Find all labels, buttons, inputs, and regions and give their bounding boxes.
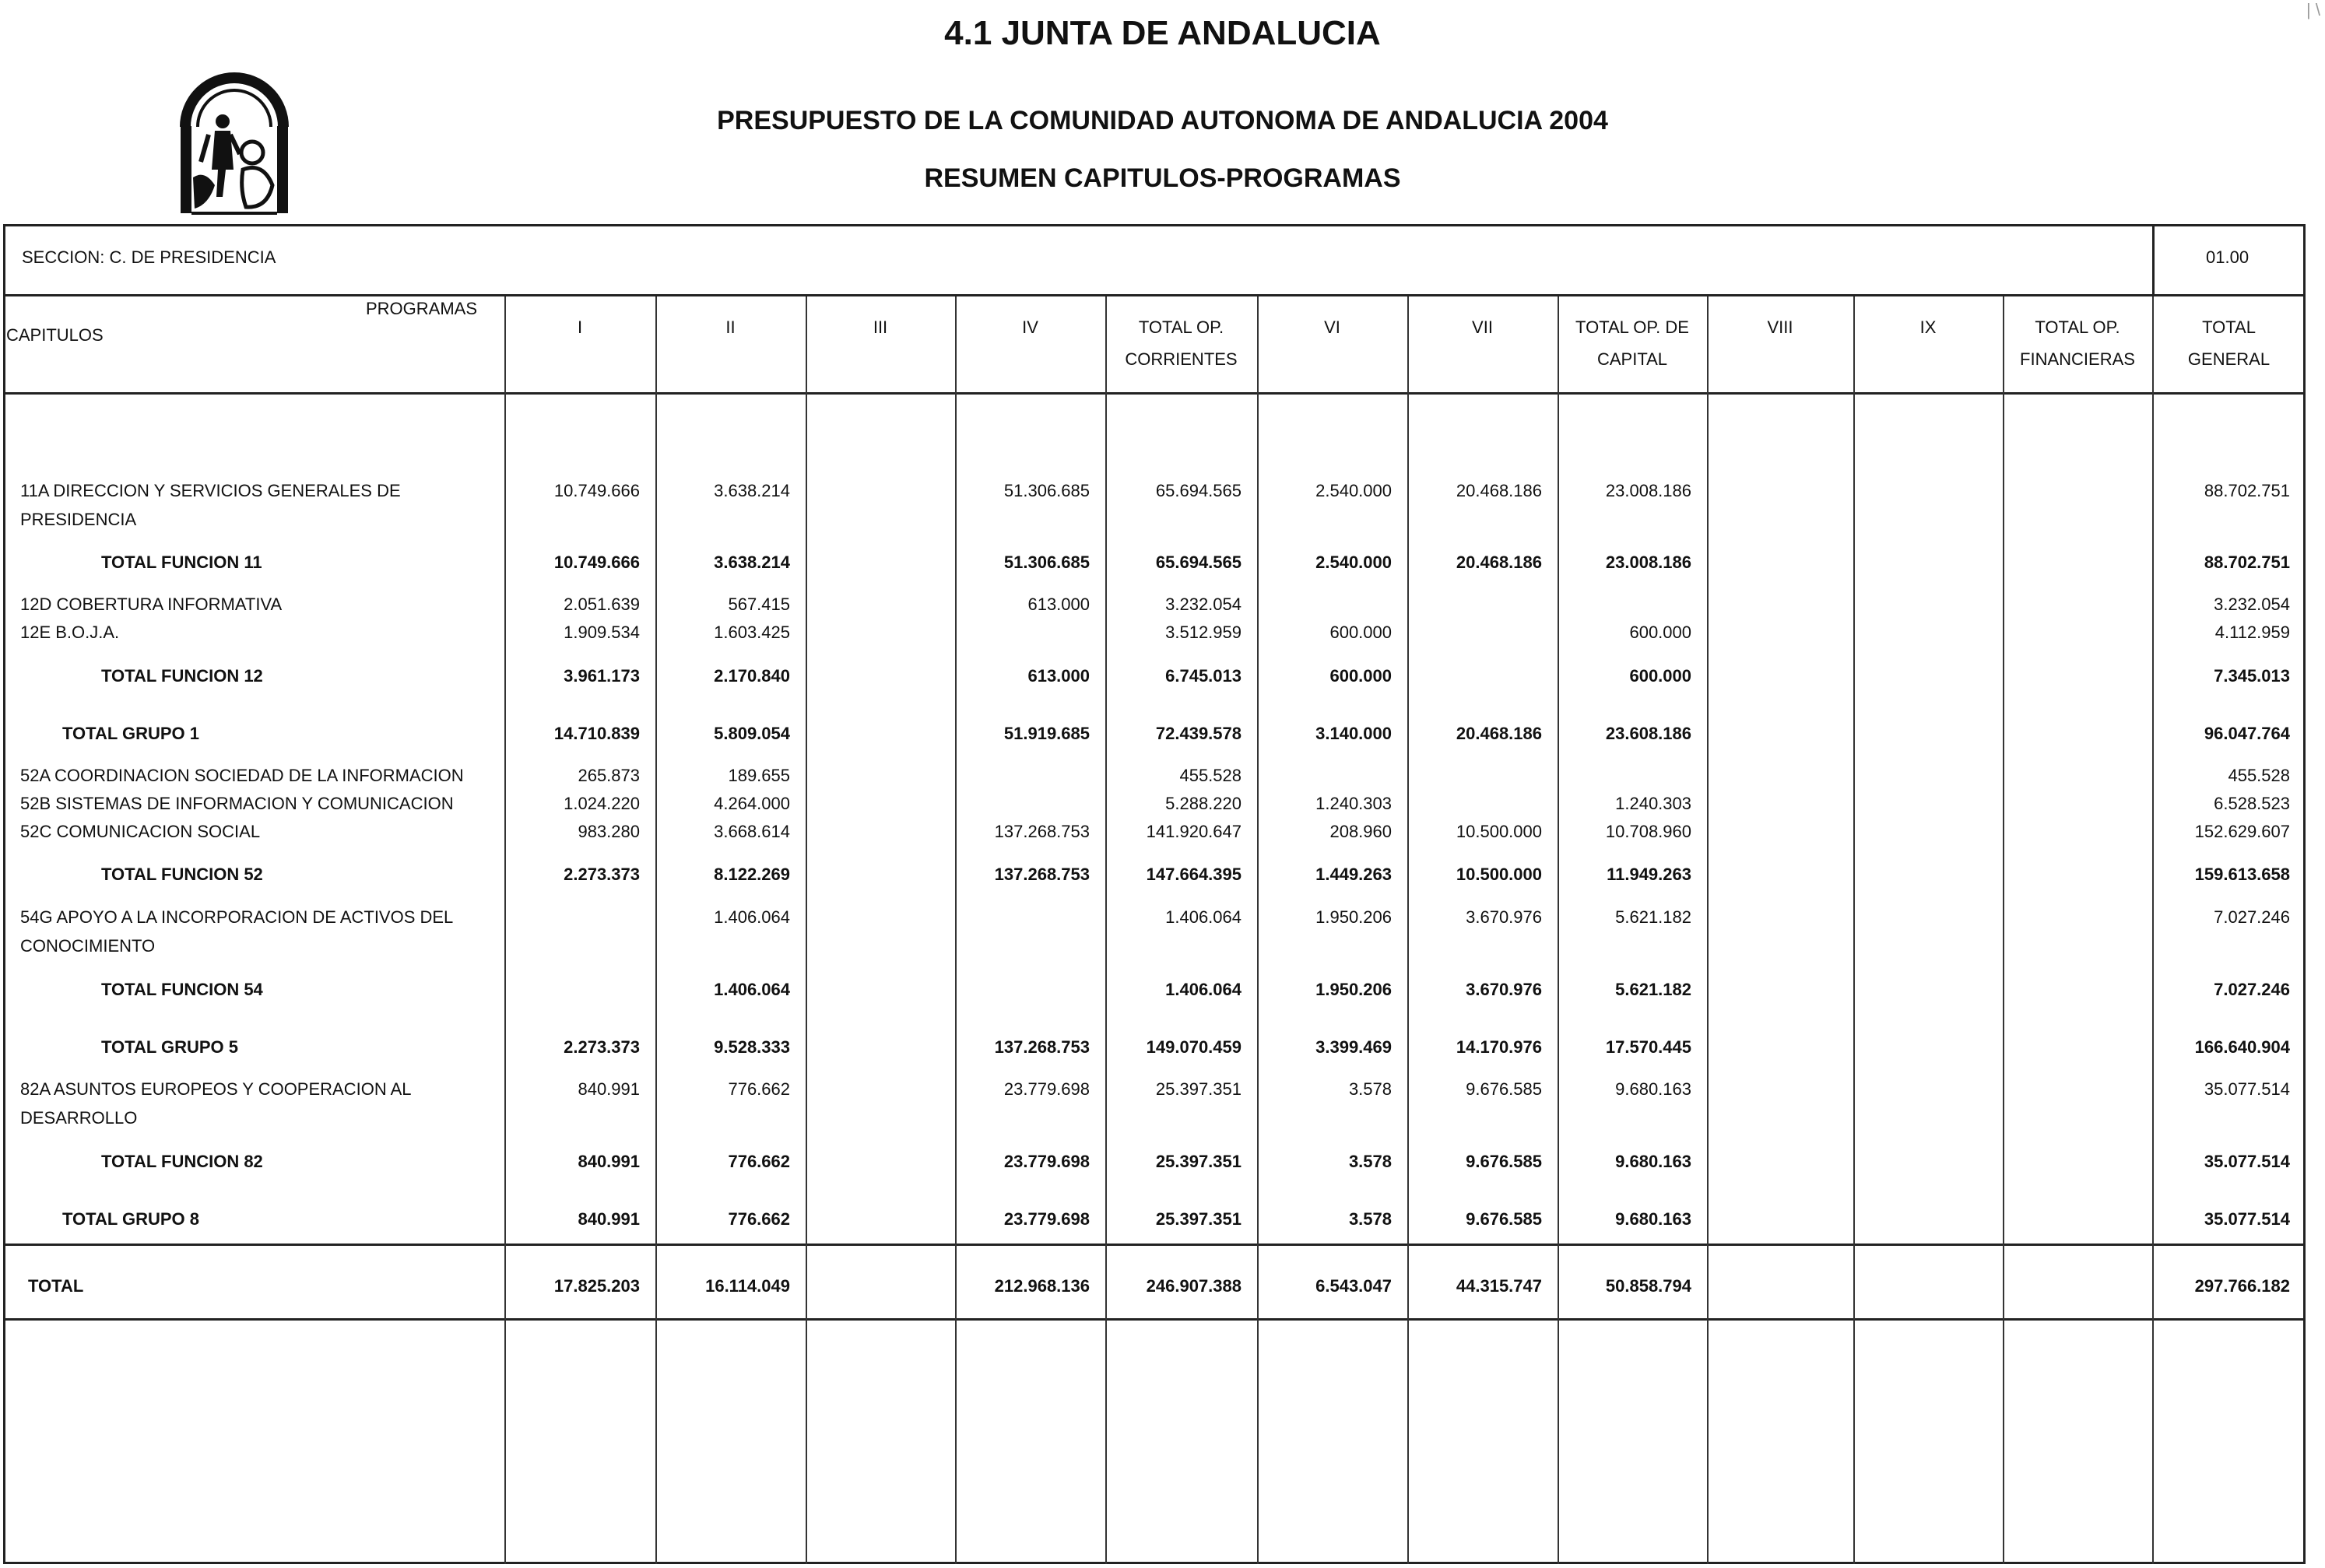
cell-value: 3.668.614 bbox=[714, 822, 790, 841]
row-label bbox=[101, 548, 262, 577]
cell-value: 2.273.373 bbox=[564, 1037, 640, 1057]
cell-value: 23.779.698 bbox=[1003, 1079, 1090, 1099]
cell-value: 166.640.904 bbox=[2194, 1037, 2290, 1057]
row-label-line: 52C COMUNICACION SOCIAL bbox=[20, 822, 261, 841]
cell-value: 3.578 bbox=[1348, 1079, 1392, 1099]
row-label-line: 12E B.O.J.A. bbox=[20, 623, 120, 642]
row-label-line: TOTAL FUNCION 52 bbox=[101, 865, 263, 884]
cell-value: 5.621.182 bbox=[1615, 907, 1691, 927]
cell-value: 8.122.269 bbox=[714, 865, 790, 884]
header-bottom-rule bbox=[3, 392, 2306, 395]
cell-value: 10.708.960 bbox=[1605, 822, 1691, 841]
row-label-line: 52A COORDINACION SOCIEDAD DE LA INFORMACION bbox=[20, 766, 464, 785]
cell-value: 10.500.000 bbox=[1456, 822, 1542, 841]
column-header bbox=[955, 311, 1105, 374]
cell-value: 7.345.013 bbox=[2214, 666, 2290, 686]
row-label-line: DESARROLLO bbox=[20, 1108, 138, 1128]
row-label: TOTAL bbox=[28, 1276, 84, 1296]
cell-value: 72.439.578 bbox=[1155, 724, 1242, 743]
row-label bbox=[20, 476, 401, 534]
column-header-line: IV bbox=[1022, 317, 1038, 337]
cell-value: 840.991 bbox=[578, 1152, 640, 1171]
cell-value: 3.638.214 bbox=[714, 552, 790, 572]
cell-value: 50.858.794 bbox=[1605, 1276, 1691, 1296]
section-label: SECCION: C. DE PRESIDENCIA bbox=[22, 247, 276, 267]
cell-value: 2.540.000 bbox=[1315, 552, 1392, 572]
cell-value: 17.570.445 bbox=[1605, 1037, 1691, 1057]
column-header-line: I bbox=[577, 317, 583, 337]
column-header bbox=[1407, 311, 1558, 374]
cell-value: 1.406.064 bbox=[714, 980, 790, 999]
cell-value: 189.655 bbox=[728, 766, 790, 785]
cell-value: 246.907.388 bbox=[1146, 1276, 1242, 1296]
row-label-line: 82A ASUNTOS EUROPEOS Y COOPERACION AL bbox=[20, 1079, 412, 1099]
row-label bbox=[62, 1205, 199, 1233]
cell-value: 297.766.182 bbox=[2194, 1276, 2290, 1296]
cell-value: 9.680.163 bbox=[1615, 1209, 1691, 1229]
column-header bbox=[1853, 311, 2003, 374]
row-label-line: TOTAL GRUPO 8 bbox=[62, 1209, 200, 1229]
row-label bbox=[20, 1075, 412, 1132]
cell-value: 776.662 bbox=[728, 1209, 790, 1229]
cell-value: 65.694.565 bbox=[1155, 552, 1242, 572]
cell-value: 1.909.534 bbox=[564, 623, 640, 642]
row-label bbox=[101, 661, 263, 690]
column-header bbox=[655, 311, 806, 374]
cell-value: 35.077.514 bbox=[2204, 1209, 2290, 1229]
row-label-line: TOTAL FUNCION 12 bbox=[101, 666, 263, 686]
cell-value: 3.961.173 bbox=[564, 666, 640, 686]
cell-value: 88.702.751 bbox=[2204, 481, 2290, 500]
column-header-line: IX bbox=[1919, 317, 1937, 337]
column-header-line: TOTAL OP. bbox=[2035, 317, 2120, 337]
total-top-rule bbox=[3, 1244, 2306, 1246]
cell-value: 23.608.186 bbox=[1605, 724, 1691, 743]
cell-value: 137.268.753 bbox=[994, 1037, 1090, 1057]
cell-value: 152.629.607 bbox=[2194, 822, 2290, 841]
cell-value: 51.306.685 bbox=[1003, 481, 1090, 500]
cell-value: 1.406.064 bbox=[714, 907, 790, 927]
row-label bbox=[20, 618, 119, 647]
cell-value: 840.991 bbox=[578, 1079, 640, 1099]
column-header bbox=[1257, 311, 1407, 374]
corner-mark: | \ bbox=[2306, 0, 2320, 19]
cell-value: 23.779.698 bbox=[1003, 1152, 1090, 1171]
page-subtitle-2: RESUMEN CAPITULOS-PROGRAMAS bbox=[924, 163, 1401, 193]
column-header-line: TOTAL OP. bbox=[1138, 317, 1224, 337]
cell-value: 1.024.220 bbox=[564, 794, 640, 813]
cell-value: 2.540.000 bbox=[1315, 481, 1392, 500]
row-label bbox=[101, 1147, 263, 1176]
cell-value: 600.000 bbox=[1329, 666, 1392, 686]
cell-value: 613.000 bbox=[1027, 595, 1090, 614]
column-rule bbox=[806, 296, 807, 1564]
total-bottom-rule bbox=[3, 1318, 2306, 1321]
cell-value: 10.749.666 bbox=[553, 552, 640, 572]
section-divider bbox=[2152, 224, 2155, 296]
column-header bbox=[2152, 311, 2306, 374]
row-label-line: 12D COBERTURA INFORMATIVA bbox=[20, 595, 283, 614]
cell-value: 96.047.764 bbox=[2204, 724, 2290, 743]
cell-value: 1.449.263 bbox=[1315, 865, 1392, 884]
cell-value: 567.415 bbox=[728, 595, 790, 614]
row-label-line: TOTAL FUNCION 11 bbox=[101, 552, 262, 572]
cell-value: 6.745.013 bbox=[1165, 666, 1242, 686]
cell-value: 208.960 bbox=[1329, 822, 1392, 841]
row-label-line: TOTAL FUNCION 54 bbox=[101, 980, 263, 999]
cell-value: 265.873 bbox=[578, 766, 640, 785]
cell-value: 3.670.976 bbox=[1466, 980, 1542, 999]
cell-value: 1.950.206 bbox=[1315, 980, 1392, 999]
cell-value: 20.468.186 bbox=[1456, 552, 1542, 572]
cell-value: 14.170.976 bbox=[1456, 1037, 1542, 1057]
cell-value: 212.968.136 bbox=[994, 1276, 1090, 1296]
cell-value: 1.603.425 bbox=[714, 623, 790, 642]
row-label bbox=[20, 903, 453, 960]
row-label-line: 54G APOYO A LA INCORPORACION DE ACTIVOS DEL bbox=[20, 907, 454, 927]
row-label-line: TOTAL GRUPO 5 bbox=[101, 1037, 239, 1057]
cell-value: 10.749.666 bbox=[553, 481, 640, 500]
cell-value: 840.991 bbox=[578, 1209, 640, 1229]
row-label-line: PRESIDENCIA bbox=[20, 510, 137, 529]
cell-value: 44.315.747 bbox=[1456, 1276, 1542, 1296]
column-header-line: VIII bbox=[1767, 317, 1793, 337]
cell-value: 137.268.753 bbox=[994, 865, 1090, 884]
column-header bbox=[1105, 311, 1257, 374]
cell-value: 7.027.246 bbox=[2214, 980, 2290, 999]
cell-value: 9.680.163 bbox=[1615, 1152, 1691, 1171]
cell-value: 6.528.523 bbox=[2214, 794, 2290, 813]
cell-value: 147.664.395 bbox=[1146, 865, 1242, 884]
row-label-line: CONOCIMIENTO bbox=[20, 936, 156, 956]
cell-value: 5.809.054 bbox=[714, 724, 790, 743]
cell-value: 10.500.000 bbox=[1456, 865, 1542, 884]
cell-value: 149.070.459 bbox=[1146, 1037, 1242, 1057]
cell-value: 3.232.054 bbox=[1165, 595, 1242, 614]
cell-value: 35.077.514 bbox=[2204, 1079, 2290, 1099]
capitulos-header: CAPITULOS bbox=[6, 325, 104, 345]
cell-value: 3.140.000 bbox=[1315, 724, 1392, 743]
cell-value: 141.920.647 bbox=[1146, 822, 1242, 841]
cell-value: 600.000 bbox=[1629, 623, 1691, 642]
cell-value: 51.919.685 bbox=[1003, 724, 1090, 743]
cell-value: 51.306.685 bbox=[1003, 552, 1090, 572]
cell-value: 1.950.206 bbox=[1315, 907, 1392, 927]
page-title: 4.1 JUNTA DE ANDALUCIA bbox=[944, 14, 1381, 52]
cell-value: 2.273.373 bbox=[564, 865, 640, 884]
cell-value: 1.406.064 bbox=[1165, 980, 1242, 999]
cell-value: 9.676.585 bbox=[1466, 1209, 1542, 1229]
column-header-line: III bbox=[873, 317, 888, 337]
row-label bbox=[20, 817, 260, 846]
cell-value: 613.000 bbox=[1027, 666, 1090, 686]
cell-value: 3.232.054 bbox=[2214, 595, 2290, 614]
row-label bbox=[62, 719, 199, 748]
column-header bbox=[1707, 311, 1853, 374]
cell-value: 137.268.753 bbox=[994, 822, 1090, 841]
cell-value: 88.702.751 bbox=[2204, 552, 2290, 572]
column-header-line: VI bbox=[1324, 317, 1340, 337]
cell-value: 3.578 bbox=[1348, 1209, 1392, 1229]
cell-value: 455.528 bbox=[2228, 766, 2290, 785]
cell-value: 600.000 bbox=[1629, 666, 1691, 686]
cell-value: 25.397.351 bbox=[1155, 1209, 1242, 1229]
row-label bbox=[20, 789, 454, 818]
cell-value: 9.676.585 bbox=[1466, 1152, 1542, 1171]
cell-value: 65.694.565 bbox=[1155, 481, 1242, 500]
cell-value: 5.621.182 bbox=[1615, 980, 1691, 999]
cell-value: 20.468.186 bbox=[1456, 724, 1542, 743]
junta-andalucia-emblem-icon bbox=[177, 61, 291, 216]
cell-value: 35.077.514 bbox=[2204, 1152, 2290, 1171]
column-rule bbox=[1707, 296, 1709, 1564]
cell-value: 3.638.214 bbox=[714, 481, 790, 500]
row-label bbox=[101, 860, 263, 889]
cell-value: 14.710.839 bbox=[553, 724, 640, 743]
cell-value: 776.662 bbox=[728, 1152, 790, 1171]
section-code: 01.00 bbox=[2206, 247, 2249, 267]
cell-value: 9.528.333 bbox=[714, 1037, 790, 1057]
cell-value: 159.613.658 bbox=[2194, 865, 2290, 884]
cell-value: 983.280 bbox=[578, 822, 640, 841]
cell-value: 16.114.049 bbox=[705, 1276, 790, 1296]
cell-value: 23.779.698 bbox=[1003, 1209, 1090, 1229]
cell-value: 1.240.303 bbox=[1315, 794, 1392, 813]
cell-value: 20.468.186 bbox=[1456, 481, 1542, 500]
cell-value: 1.406.064 bbox=[1165, 907, 1242, 927]
row-label-line: TOTAL FUNCION 82 bbox=[101, 1152, 263, 1171]
cell-value: 600.000 bbox=[1329, 623, 1392, 642]
row-label-line: 11A DIRECCION Y SERVICIOS GENERALES DE bbox=[20, 481, 401, 500]
row-label bbox=[20, 761, 464, 790]
cell-value: 3.399.469 bbox=[1315, 1037, 1392, 1057]
cell-value: 2.170.840 bbox=[714, 666, 790, 686]
column-header bbox=[806, 311, 955, 374]
cell-value: 25.397.351 bbox=[1155, 1152, 1242, 1171]
row-label-line: TOTAL GRUPO 1 bbox=[62, 724, 200, 743]
page-subtitle: PRESUPUESTO DE LA COMUNIDAD AUTONOMA DE ANDALUCIA 2004 bbox=[717, 106, 1608, 135]
column-header bbox=[2003, 311, 2152, 374]
cell-value: 23.008.186 bbox=[1605, 481, 1691, 500]
column-header bbox=[1558, 311, 1707, 374]
row-label bbox=[101, 1033, 238, 1061]
cell-value: 23.008.186 bbox=[1605, 552, 1691, 572]
column-rule bbox=[1853, 296, 1855, 1564]
column-header-line: VII bbox=[1472, 317, 1493, 337]
cell-value: 3.512.959 bbox=[1165, 623, 1242, 642]
cell-value: 4.112.959 bbox=[2214, 623, 2290, 642]
section-row bbox=[3, 224, 2306, 296]
programas-header: PROGRAMAS bbox=[366, 299, 478, 318]
cell-value: 776.662 bbox=[728, 1079, 790, 1099]
column-header-line: TOTAL bbox=[2202, 317, 2256, 337]
cell-value: 4.264.000 bbox=[714, 794, 790, 813]
cell-value: 3.670.976 bbox=[1466, 907, 1542, 927]
cell-value: 9.680.163 bbox=[1615, 1079, 1691, 1099]
cell-value: 6.543.047 bbox=[1315, 1276, 1392, 1296]
column-header-line: TOTAL OP. DE bbox=[1575, 317, 1689, 337]
column-header bbox=[504, 311, 655, 374]
cell-value: 25.397.351 bbox=[1155, 1079, 1242, 1099]
cell-value: 3.578 bbox=[1348, 1152, 1392, 1171]
column-header-line: GENERAL bbox=[2187, 349, 2271, 369]
cell-value: 1.240.303 bbox=[1615, 794, 1691, 813]
cell-value: 7.027.246 bbox=[2214, 907, 2290, 927]
cell-value: 5.288.220 bbox=[1165, 794, 1242, 813]
row-label bbox=[20, 590, 282, 619]
budget-table-frame bbox=[3, 224, 2306, 1564]
column-header-line: CORRIENTES bbox=[1125, 349, 1238, 369]
row-label-line: 52B SISTEMAS DE INFORMACION Y COMUNICACION bbox=[20, 794, 454, 813]
column-header-line: CAPITAL bbox=[1596, 349, 1668, 369]
cell-value: 455.528 bbox=[1179, 766, 1242, 785]
cell-value: 11.949.263 bbox=[1607, 865, 1691, 884]
cell-value: 2.051.639 bbox=[564, 595, 640, 614]
cell-value: 9.676.585 bbox=[1466, 1079, 1542, 1099]
column-rule bbox=[2003, 296, 2004, 1564]
row-label bbox=[101, 975, 263, 1004]
column-header-line: FINANCIERAS bbox=[2020, 349, 2135, 369]
cell-value: 17.825.203 bbox=[553, 1276, 640, 1296]
column-header-line: II bbox=[725, 317, 736, 337]
